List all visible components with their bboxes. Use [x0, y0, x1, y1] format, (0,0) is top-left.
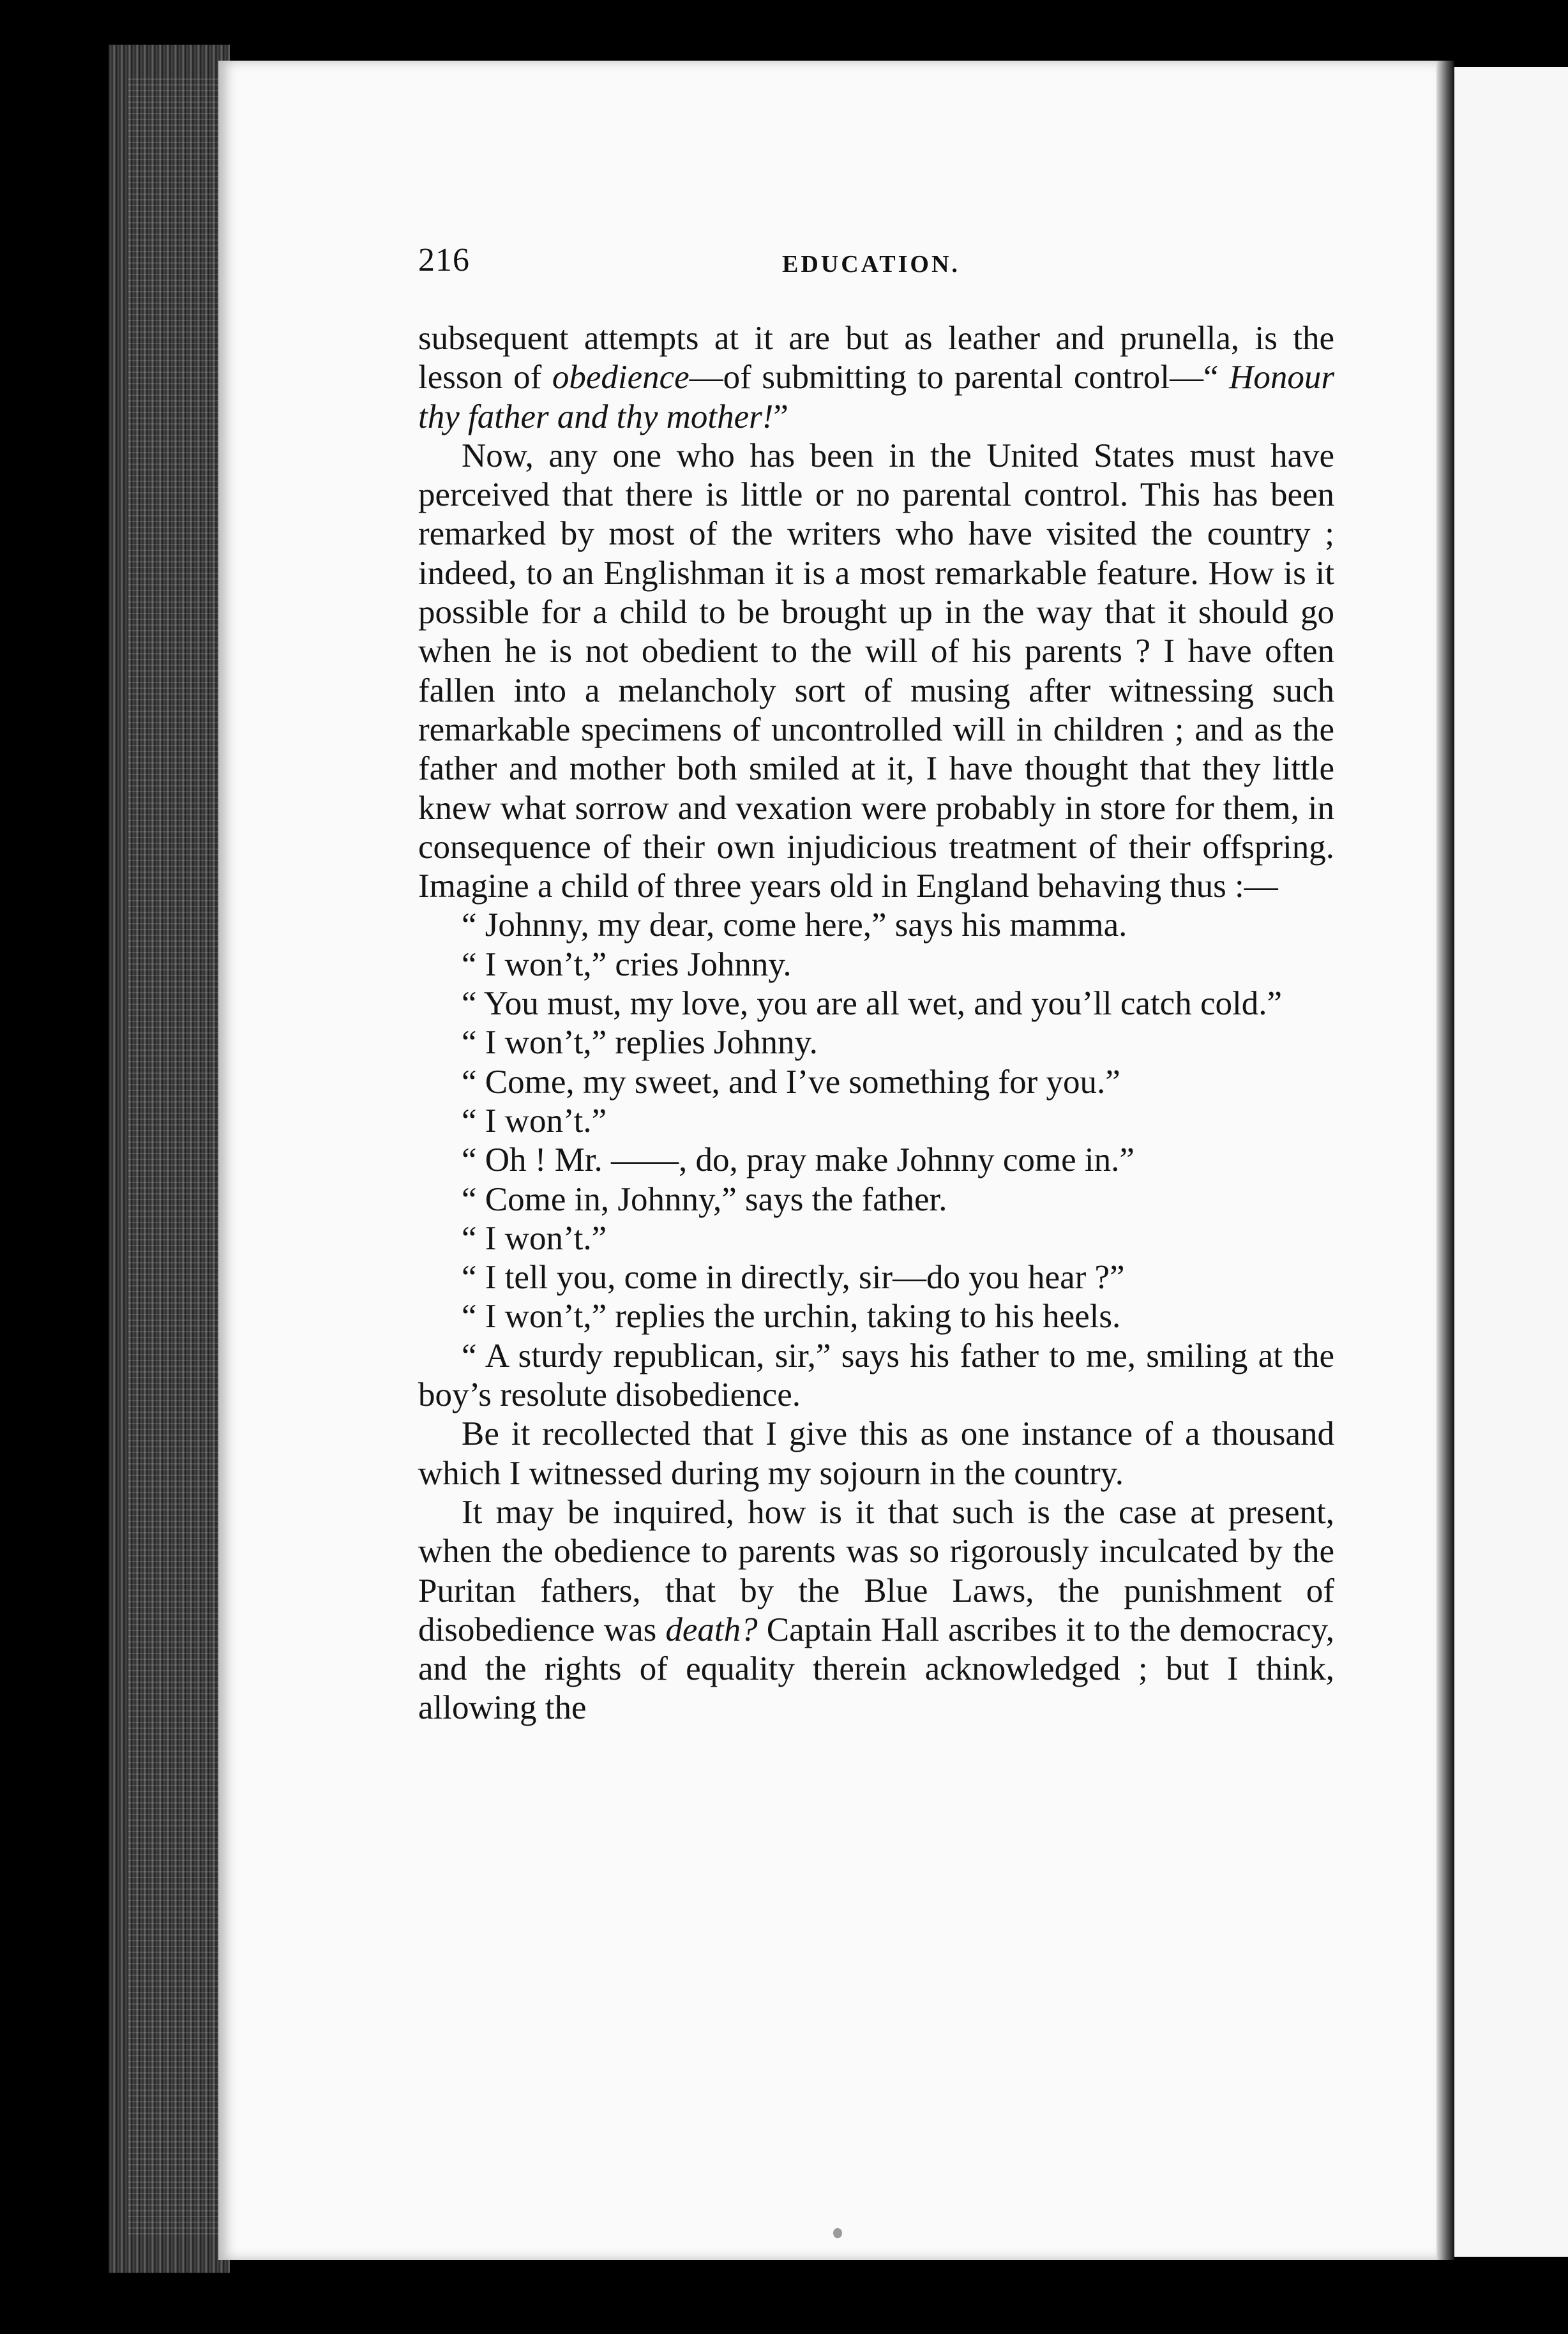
dialogue-line: “ I won’t.” — [462, 1219, 607, 1257]
paragraph: Now, any one who has been in the United States must have perceived that there is little or no parental control. This has been remarked by most of the writers who have visited the country ; indeed, to an Englishman it is a most remarkable feature. How is it possible for a child to be brought up in the way that it should go when he is not obedient to the will of his parents ? I have often fallen into a melancholy sort of musing after witnessing such remarkable specimens of uncontrolled will in children ; and as the father and mother both smiled at it, I have thought that they little knew what sorrow and vexation were probably in store for them, in consequence of their own injudicious treatment of their offspring. Imagine a child of three years old in England behaving thus :— — [418, 437, 1334, 905]
dialogue-line: “ Come, my sweet, and I’ve something for you.” — [462, 1063, 1120, 1101]
dialogue-line: “ I tell you, come in directly, sir—do you hear ?” — [462, 1259, 1125, 1297]
right-page-edge — [1454, 67, 1568, 2257]
dialogue-line: “ I won’t,” cries Johnny. — [462, 945, 792, 983]
dialogue-line: “ Oh ! Mr. ——, do, pray make Johnny come in.” — [462, 1141, 1135, 1179]
dialogue-line: “ You must, my love, you are all wet, and you’ll catch cold.” — [462, 985, 1282, 1023]
book-gutter — [1436, 61, 1454, 2260]
page-edge-texture — [128, 77, 223, 2234]
paragraph: subsequent attempts at it are but as leather and prunella, is the lesson of obedience—of submitting to parental control—“ Honour thy father and thy mother!” — [418, 320, 1334, 435]
page-number: 216 — [418, 242, 470, 278]
dialogue-line: “ Come in, Johnny,” says the father. — [462, 1180, 947, 1218]
paper-blemish — [833, 2228, 842, 2238]
dialogue-line: “ I won’t,” replies the urchin, taking to his heels. — [462, 1298, 1121, 1336]
paragraph: It may be inquired, how is it that such is the case at present, when the obedience to parents was so rigorously inculcated by the Puritan fathers, that by the Blue Laws, the punishment of disobedience was death? Captain Hall ascribes it to the democracy, and the rights of equality therein acknowledged ; but I think, allowing the — [418, 1493, 1334, 1727]
dialogue-line: “ A sturdy republican, sir,” says his father to me, smiling at the boy’s resolute disobedience. — [418, 1337, 1334, 1414]
dialogue-line: “ Johnny, my dear, come here,” says his mamma. — [462, 907, 1127, 944]
running-head: EDUCATION. — [782, 251, 960, 278]
paragraph: Be it recollected that I give this as one instance of a thousand which I witnessed during my sojourn in the country. — [418, 1415, 1334, 1492]
dialogue-line: “ I won’t,” replies Johnny. — [462, 1024, 818, 1062]
dialogue-line: “ I won’t.” — [462, 1102, 607, 1140]
page-header — [418, 241, 1338, 286]
body-text — [418, 319, 1334, 1728]
